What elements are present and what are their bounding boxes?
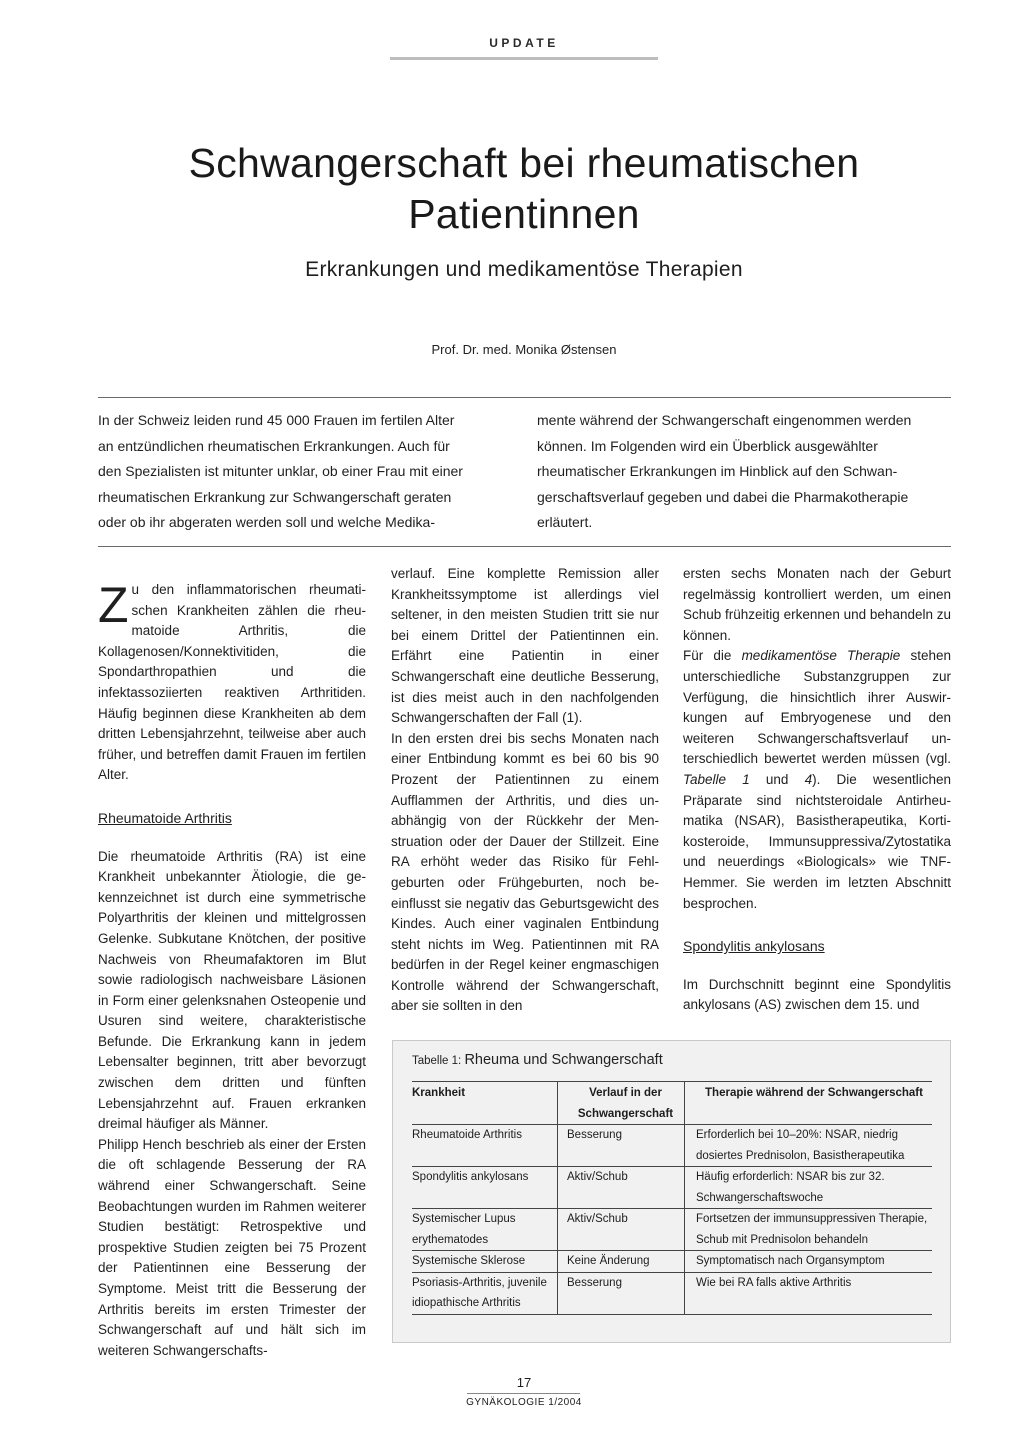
body-paragraph: Im Durchschnitt beginnt eine Spondylitis ankylosans (AS) zwischen dem 15. und — [683, 976, 951, 1013]
column-header: Verlauf in der Schwangerschaft — [558, 1082, 685, 1125]
footer-rule — [467, 1393, 580, 1394]
table-cell: Häufig erforderlich: NSAR bis zur 32. Schwangerschaftswoche — [685, 1167, 933, 1209]
text-run: stehen unterschiedliche Substanzgruppen zur Verfügung, die hinsichtlich ihrer Auswirkungen auf Embryogenese und den weiteren Schwangerschaftsverlauf unterschiedlich bewertet werden müssen (vgl. — [683, 648, 951, 767]
table-cell: Spondylitis ankylosans — [412, 1167, 558, 1209]
lead-line: rheumatischen Erkrankung zur Schwangerschaft geraten — [98, 488, 452, 505]
journal-name: GYNÄKOLOGIE 1/2004 — [466, 1397, 582, 1408]
table-row — [412, 1125, 932, 1167]
table-reference: 4 — [804, 771, 813, 787]
column-header: Krankheit — [412, 1082, 558, 1125]
table-reference: Tabelle 1 — [683, 771, 750, 787]
table-1 — [412, 1081, 932, 1315]
page-number: 17 — [516, 1375, 532, 1390]
article-author: Prof. Dr. med. Monika Østensen — [431, 342, 617, 357]
article-subtitle: Erkrankungen und medikamentöse Therapien — [305, 258, 743, 281]
lead-bottom-rule — [98, 546, 951, 547]
table-cell: Besserung — [558, 1125, 685, 1167]
lead-line: oder ob ihr abgeraten werden soll und welche Medika- — [98, 514, 435, 531]
body-paragraph: Philipp Hench beschrieb als einer der Ersten die oft schlagende Besserung der RA während einer Schwangerschaft. Seine Beobachtungen wurden im Rahmen weiterer Studien bestätigt: Retrospektive und prospektive Studien zeigten bei 75 Prozent der Patientinnen eine Besserung der Symptome. Meist tritt die Besserung der Arthritis bereits im ersten Trimester der Schwangerschaft auf und hält sich im weiteren Schwangerschafts- — [98, 1136, 366, 1358]
table-label: Tabelle 1: — [412, 1055, 462, 1067]
table-cell: Besserung — [558, 1272, 685, 1314]
section-label: UPDATE — [489, 36, 559, 50]
drop-cap: Z — [98, 577, 129, 633]
table-cell: Symptomatisch nach Organsymptom — [685, 1251, 933, 1273]
body-column-3 — [683, 564, 951, 1016]
heading-spondylitis-ankylosans: Spondylitis ankylosans — [683, 938, 825, 955]
lead-line: mente während der Schwangerschaft eingenommen werden — [537, 412, 912, 428]
body-paragraph: verlauf. Eine komplette Remission aller Krankheitssymptome ist allerdings viel seltener, in den meisten Studien tritt sie nur bei einem Drittel der Patientinnen ein. Erfährt eine Patientin in einer Schwangerschaft eine deutliche Besserung, ist dies meist auch in den nachfolgenden Schwangerschaften der Fall (1). — [391, 566, 659, 726]
body-column-1 — [98, 577, 366, 1361]
lead-line: rheumatischer Erkrankungen im Hinblick auf den Schwan- — [537, 463, 898, 480]
table-cell: Systemische Sklerose — [412, 1251, 558, 1273]
table-row — [412, 1209, 932, 1251]
lead-line: In der Schweiz leiden rund 45 000 Frauen im fertilen Alter — [98, 412, 455, 428]
table-cell: Keine Änderung — [558, 1251, 685, 1273]
article-title: Schwangerschaft bei rheumatischen Patientinnen — [188, 140, 860, 237]
table-cell: Aktiv/Schub — [558, 1209, 685, 1251]
lead-right-column — [537, 408, 957, 536]
table-1-box — [392, 1040, 951, 1343]
lead-line: den Spezialisten ist mitunter unklar, ob einer Frau mit einer — [98, 463, 463, 480]
lead-line: gerschaftsverlauf gegeben und dabei die Pharmakotherapie — [537, 488, 909, 505]
text-run: ). Die wesentlichen Präparate sind nichtsteroidale Antirheumatika (NSAR), Basistherapeutika, Kortikosteroide, Immunsuppressiva/Zytostatika und neuerdings «Biologicals» wie TNF-Hemmer. Sie werden im letzten Abschnitt besprochen. — [683, 771, 951, 911]
intro-text: u den inflammatorischen rheumatischen Krankheiten zählen die rheumatoide Arthritis, die Kollagenosen/Konnektivitiden, die Spondarthropathien und die infektassoziierten reaktiven Arthritiden. Häufig beginnen diese Krankheiten ab dem dritten Lebensjahrzehnt, teilweise aber auch früher, und betreffen damit Frauen im fertilen Alter. — [98, 582, 366, 783]
table-cell: Fortsetzen der immunsuppressiven Therapie, Schub mit Prednisolon behandeln — [685, 1209, 933, 1251]
lead-line: erläutert. — [537, 514, 593, 531]
table-cell: Wie bei RA falls aktive Arthritis — [685, 1272, 933, 1314]
text-run: und — [749, 771, 805, 787]
lead-line: können. Im Folgenden wird ein Überblick ausgewählter — [537, 437, 878, 454]
table-header-row — [412, 1082, 932, 1125]
column-header: Therapie während der Schwangerschaft — [685, 1082, 933, 1125]
table-title: Rheuma und Schwangerschaft — [464, 1052, 663, 1068]
body-paragraph: ersten sechs Monaten nach der Geburt regelmässig kontrolliert werden, um einen Schub frühzeitig erkennen und behandeln zu können. — [683, 566, 951, 643]
lead-top-rule — [98, 397, 951, 398]
intro-paragraph — [98, 577, 366, 786]
table-cell: Systemischer Lupus erythematodes — [412, 1209, 558, 1251]
lead-left-column — [98, 408, 518, 536]
section-rule — [390, 57, 658, 60]
body-paragraph — [683, 646, 951, 914]
table-cell: Erforderlich bei 10–20%: NSAR, niedrig dosiertes Prednisolon, Basistherapeutika — [685, 1125, 933, 1167]
emphasis: medikamentöse Therapie — [741, 648, 901, 664]
text-run: Für die — [683, 648, 742, 664]
body-paragraph: Die rheumatoide Arthritis (RA) ist eine Krankheit unbekannter Ätiologie, die gekennzeichnet ist durch eine symmetrische Polyarthritis der kleinen und mittelgrossen Gelenke. Subkutane Knötchen, der positive Nachweis von Rheumafaktoren im Blut sowie radiologisch nachweisbare Läsionen in Form einer gelenksnahen Osteopenie und Usuren sind weitere, charakteristische Befunde. Die Erkrankung kann in jedem Lebensalter beginnen, tritt aber bevorzugt zwischen dem dritten und fünften Lebensjahrzehnt auf. Frauen erkranken dreimal häufiger als Männer. — [98, 848, 366, 1132]
table-row — [412, 1167, 932, 1209]
table-cell: Psoriasis-Arthritis, juvenile idiopathische Arthritis — [412, 1272, 558, 1314]
heading-rheumatoide-arthritis: Rheumatoide Arthritis — [98, 809, 232, 826]
table-cell: Aktiv/Schub — [558, 1167, 685, 1209]
table-cell: Rheumatoide Arthritis — [412, 1125, 558, 1167]
body-column-2 — [391, 564, 659, 1017]
lead-line: an entzündlichen rheumatischen Erkrankungen. Auch für — [98, 437, 450, 454]
body-paragraph: In den ersten drei bis sechs Monaten nach einer Entbindung kommt es bei 60 bis 90 Prozent der Patientinnen zu einem Aufflammen der Arthritis, und dies unabhängig von der Rückkehr der Menstruation oder der Dauer der Stillzeit. Eine RA erhöht weder das Risiko für Fehlgeburten oder Frühgeburten, noch beeinflusst sie negativ das Geburtsgewicht des Kindes. Auch einer vaginalen Entbindung steht nichts im Weg. Patientinnen mit RA bedürfen in der Regel keiner engmaschigen Kontrolle während der Schwangerschaft, aber sie sollten in den — [391, 730, 659, 1014]
table-caption — [412, 1052, 663, 1068]
table-row — [412, 1251, 932, 1273]
table-row — [412, 1272, 932, 1314]
